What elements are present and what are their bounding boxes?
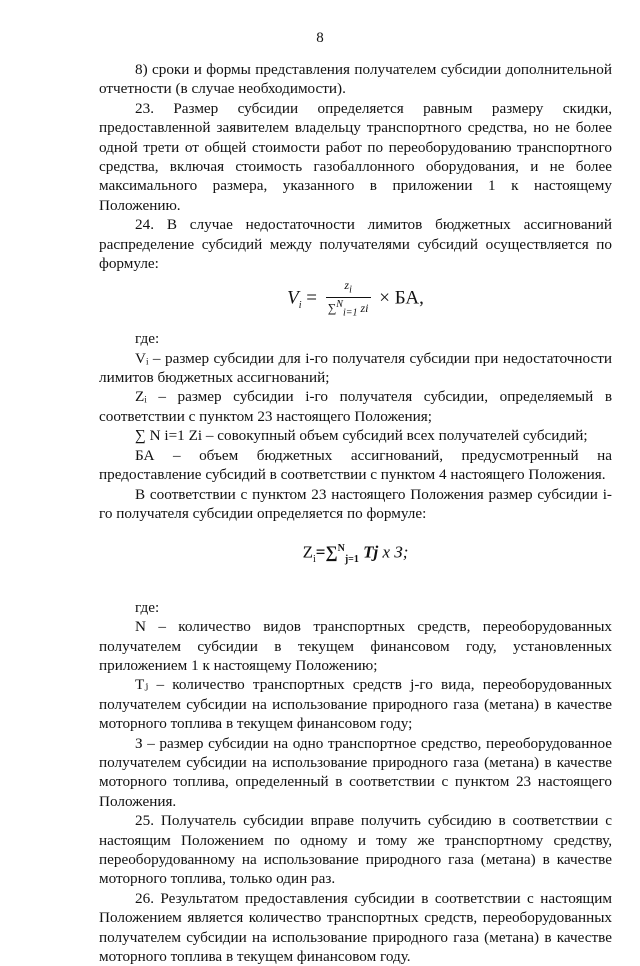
paragraph-8: 8) сроки и формы представления получателем субсидии дополнительной отчетности (в случае необходимости). (99, 61, 612, 98)
formula2-lhs: Z (302, 542, 314, 562)
formula2-sum-sub: j=1 (344, 554, 359, 566)
definition-ba: БА – объем бюджетных ассигнований, предусмотренный на предоставление субсидий в соответствии с пунктом 4 настоящего Положения. (99, 446, 612, 484)
paragraph-26: 26. Результатом предоставления субсидии в соответствии с настоящим Положением является количество транспортных средств, переоборудованных получателем субсидии на использование природного газа (метана) в качестве моторного топлива в текущем финансовом году. (99, 889, 612, 966)
definition-v: Vᵢ – размер субсидии для i-го получателя субсидии при недостаточности лимитов бюджетных ассигнований; (99, 349, 612, 387)
formula2-var: Tj (363, 542, 379, 562)
formula1-fraction (326, 279, 371, 319)
definition-3: З – размер субсидии на одно транспортное средство, переоборудованное получателем субсидии на использование природного газа (метана) в качестве моторного топлива, определенный в соответствии с пунктом 23 настоящего Положения. (99, 734, 612, 810)
formula1-sum-var: zi (360, 300, 369, 315)
formula2-tail: х З; (382, 542, 409, 562)
definition-z: Zᵢ – размер субсидии i-го получателя субсидии, определяемый в соответствии с пунктом 23 настоящего Положения; (99, 388, 612, 425)
definition-n: N – количество видов транспортных средств, переоборудованных получателем субсидии в текущем финансовом году, установленных приложением 1 к настоящему Положению; (99, 618, 612, 674)
where-label-1: где: (135, 330, 160, 348)
formula1-lhs-sub: i (298, 300, 302, 312)
formula1-sum-sign: ∑ (327, 300, 337, 315)
formula1-numerator-sub: i (349, 284, 352, 296)
formula1-tail: × БА, (379, 287, 424, 309)
formula2-lhs-sub: i (313, 554, 316, 566)
paragraph-24: 24. В случае недостаточности лимитов бюджетных ассигнований распределение субсидий между получателями субсидий осуществляется по формуле: (99, 216, 612, 273)
formula1-numerator: z (344, 278, 350, 293)
where-label-2: где: (135, 598, 160, 616)
formula-subsidy-distribution: $V_i$ = $\frac{z_i}{\sum^N_{i=1} zi}$ × БА, (287, 278, 424, 319)
page-number: 8 (316, 30, 324, 46)
definition-t: Tⱼ – количество транспортных средств j-го вида, переоборудованных получателем субсидии на использование природного газа (метана) в качестве моторного топлива в текущем финансовом году; (99, 676, 612, 733)
formula-subsidy-amount (99, 539, 612, 569)
formula1-sum-sub: i=1 (342, 307, 358, 319)
document-body (99, 60, 612, 966)
paragraph-23: 23. Размер субсидии определяется равным размеру скидки, предоставленной заявителем владельцу транспортного средства, но не более одной трети от общей стоимости работ по переоборудованию транспортного средства, включая стоимость газобаллонного оборудования, и не более максимального размера, указанного в приложении 1 к настоящему Положению. (99, 99, 612, 214)
paragraph-in-accordance: В соответствии с пунктом 23 настоящего Положения размер субсидии i-го получателя субсидии определяется по формуле: (99, 485, 612, 522)
formula1-lhs: V (287, 287, 299, 309)
paragraph-25: 25. Получатель субсидии вправе получить субсидию в соответствии с настоящим Положением по одному и тому же транспортному средству, переоборудованному на использование природного газа (метана) в качестве моторного топлива, только один раз. (99, 812, 612, 888)
formula2-sum-sign: =∑ (315, 542, 338, 562)
definition-sum: ∑ N i=1 Zi – совокупный объем субсидий всех получателей субсидий; (135, 427, 588, 445)
formula2-sum-sup: N (337, 543, 345, 555)
formula1-sum-sup: N (336, 298, 343, 310)
